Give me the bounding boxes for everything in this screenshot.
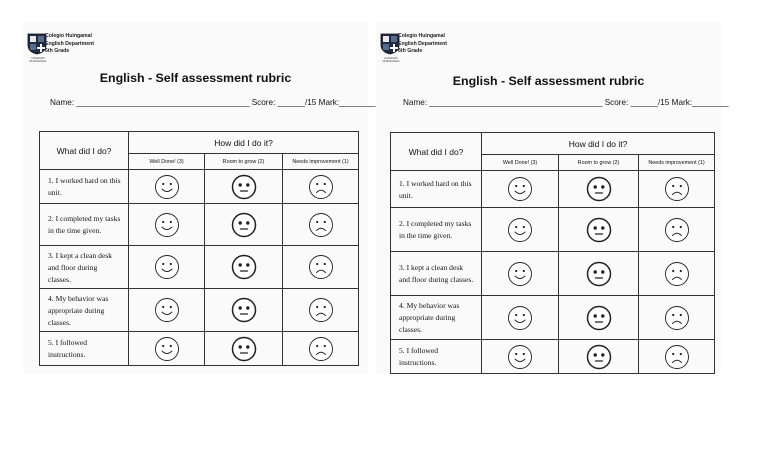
score-field[interactable]: Score: ______/15 bbox=[604, 98, 670, 107]
rating-cell-room-to-grow[interactable] bbox=[205, 170, 283, 204]
crest-caption bbox=[379, 57, 403, 64]
crest-caption-line1: COLEGIO bbox=[31, 56, 45, 60]
rating-cell-needs-improvement[interactable] bbox=[283, 170, 359, 204]
neutral-face-icon bbox=[586, 305, 612, 331]
rating-cell-needs-improvement[interactable] bbox=[283, 289, 359, 332]
how-did-i-do-it-header: How did I do it? bbox=[482, 133, 715, 155]
neutral-face-icon bbox=[231, 336, 257, 362]
school-info bbox=[398, 33, 447, 56]
table-row bbox=[391, 340, 715, 374]
rating-cell-room-to-grow[interactable] bbox=[205, 289, 283, 332]
rating-cell-room-to-grow[interactable] bbox=[559, 296, 639, 340]
neutral-face-icon bbox=[586, 261, 612, 287]
rating-cell-room-to-grow[interactable] bbox=[559, 208, 639, 252]
score-field[interactable]: Score: ______/15 bbox=[251, 98, 317, 107]
rating-cell-needs-improvement[interactable] bbox=[283, 332, 359, 366]
sad-face-icon bbox=[308, 336, 334, 362]
sad-face-icon bbox=[664, 261, 690, 287]
table-row bbox=[391, 252, 715, 296]
school-info bbox=[45, 33, 94, 56]
rating-cell-well-done[interactable] bbox=[482, 252, 559, 296]
column-well-done: Well Done! (3) bbox=[482, 155, 559, 171]
mark-field[interactable]: Mark:________ bbox=[318, 98, 376, 107]
table-row bbox=[40, 246, 359, 289]
sad-face-icon bbox=[308, 212, 334, 238]
neutral-face-icon bbox=[231, 212, 257, 238]
smiley-face-icon bbox=[507, 305, 533, 331]
rating-cell-room-to-grow[interactable] bbox=[205, 332, 283, 366]
rating-cell-well-done[interactable] bbox=[129, 170, 205, 204]
neutral-face-icon bbox=[231, 254, 257, 280]
rating-cell-well-done[interactable] bbox=[129, 332, 205, 366]
sad-face-icon bbox=[308, 174, 334, 200]
mark-field[interactable]: Mark:________ bbox=[671, 98, 729, 107]
column-room-to-grow: Room to grow (2) bbox=[205, 154, 283, 170]
what-did-i-do-header: What did I do? bbox=[40, 132, 129, 170]
school-name: Colegio Huingamal bbox=[45, 33, 92, 39]
rating-cell-well-done[interactable] bbox=[129, 289, 205, 332]
school-logo-block bbox=[26, 32, 136, 68]
rating-cell-well-done[interactable] bbox=[482, 340, 559, 374]
crest-caption-line2: HUINGANAL bbox=[382, 59, 400, 64]
school-grade: 6th Grade bbox=[398, 48, 423, 54]
table-row bbox=[40, 170, 359, 204]
name-field[interactable]: Name: ______________________________________ bbox=[403, 98, 605, 107]
criterion-label: 2. I completed my tasks in the time given. bbox=[391, 208, 482, 252]
neutral-face-icon bbox=[586, 217, 612, 243]
rating-cell-room-to-grow[interactable] bbox=[205, 204, 283, 246]
table-row bbox=[391, 296, 715, 340]
crest-caption-line2: HUINGANAL bbox=[29, 59, 47, 64]
neutral-face-icon bbox=[586, 344, 612, 370]
smiley-face-icon bbox=[154, 297, 180, 323]
crest-caption-line1: COLEGIO bbox=[384, 56, 398, 60]
smiley-face-icon bbox=[154, 174, 180, 200]
rubric-sheet-right bbox=[376, 22, 729, 374]
rating-cell-needs-improvement[interactable] bbox=[639, 252, 715, 296]
document-title: English - Self assessment rubric bbox=[452, 74, 645, 88]
criterion-label: 4. My behavior was appropriate during classes. bbox=[40, 289, 129, 332]
school-department: English Department bbox=[45, 40, 95, 47]
smiley-face-icon bbox=[154, 212, 180, 238]
rating-cell-needs-improvement[interactable] bbox=[639, 340, 715, 374]
criterion-label: 4. My behavior was appropriate during classes. bbox=[391, 296, 482, 340]
rating-cell-well-done[interactable] bbox=[482, 208, 559, 252]
document-title: English - Self assessment rubric bbox=[99, 71, 292, 85]
smiley-face-icon bbox=[154, 336, 180, 362]
rating-cell-room-to-grow[interactable] bbox=[205, 246, 283, 289]
smiley-face-icon bbox=[507, 217, 533, 243]
column-needs-improvement: Needs improvement (1) bbox=[639, 155, 715, 171]
rating-cell-needs-improvement[interactable] bbox=[639, 208, 715, 252]
table-row bbox=[391, 171, 715, 208]
name-field[interactable]: Name: ______________________________________ bbox=[50, 98, 252, 107]
school-name: Colegio Huingamal bbox=[398, 33, 445, 39]
rating-cell-well-done[interactable] bbox=[129, 204, 205, 246]
criterion-label: 3. I kept a clean desk and floor during classes. bbox=[391, 252, 482, 296]
table-row bbox=[391, 208, 715, 252]
table-row bbox=[40, 289, 359, 332]
rubric-table bbox=[390, 132, 715, 374]
student-fields bbox=[50, 98, 376, 107]
school-logo-block bbox=[379, 32, 489, 68]
table-row bbox=[40, 332, 359, 366]
rating-cell-needs-improvement[interactable] bbox=[639, 171, 715, 208]
sad-face-icon bbox=[664, 305, 690, 331]
sad-face-icon bbox=[308, 297, 334, 323]
criterion-label: 1. I worked hard on this unit. bbox=[391, 171, 482, 208]
what-did-i-do-header: What did I do? bbox=[391, 133, 482, 171]
rubric-sheet-left bbox=[23, 22, 376, 374]
sad-face-icon bbox=[664, 344, 690, 370]
school-crest-icon bbox=[380, 33, 400, 55]
smiley-face-icon bbox=[507, 344, 533, 370]
sad-face-icon bbox=[664, 217, 690, 243]
rating-cell-room-to-grow[interactable] bbox=[559, 171, 639, 208]
smiley-face-icon bbox=[507, 261, 533, 287]
smiley-face-icon bbox=[154, 254, 180, 280]
school-crest-icon bbox=[27, 33, 47, 55]
school-department: English Department bbox=[398, 40, 448, 47]
rating-cell-room-to-grow[interactable] bbox=[559, 252, 639, 296]
column-needs-improvement: Needs improvement (1) bbox=[283, 154, 359, 170]
criterion-label: 1. I worked hard on this unit. bbox=[40, 170, 129, 204]
neutral-face-icon bbox=[231, 297, 257, 323]
rating-cell-needs-improvement[interactable] bbox=[283, 204, 359, 246]
smiley-face-icon bbox=[507, 176, 533, 202]
criterion-label: 5. I followed instructions. bbox=[391, 340, 482, 374]
how-did-i-do-it-header: How did I do it? bbox=[129, 132, 359, 154]
rating-cell-well-done[interactable] bbox=[482, 296, 559, 340]
sad-face-icon bbox=[664, 176, 690, 202]
crest-caption bbox=[26, 57, 50, 64]
sad-face-icon bbox=[308, 254, 334, 280]
school-grade: 6th Grade bbox=[45, 48, 70, 54]
rating-cell-well-done[interactable] bbox=[482, 171, 559, 208]
column-well-done: Well Done! (3) bbox=[129, 154, 205, 170]
criterion-label: 5. I followed instructions. bbox=[40, 332, 129, 366]
criterion-label: 2. I completed my tasks in the time given. bbox=[40, 204, 129, 246]
rubric-table bbox=[39, 131, 359, 366]
table-row bbox=[40, 204, 359, 246]
neutral-face-icon bbox=[231, 174, 257, 200]
student-fields bbox=[403, 98, 729, 107]
criterion-label: 3. I kept a clean desk and floor during classes. bbox=[40, 246, 129, 289]
column-room-to-grow: Room to grow (2) bbox=[559, 155, 639, 171]
rating-cell-well-done[interactable] bbox=[129, 246, 205, 289]
rating-cell-room-to-grow[interactable] bbox=[559, 340, 639, 374]
neutral-face-icon bbox=[586, 176, 612, 202]
rating-cell-needs-improvement[interactable] bbox=[283, 246, 359, 289]
rating-cell-needs-improvement[interactable] bbox=[639, 296, 715, 340]
